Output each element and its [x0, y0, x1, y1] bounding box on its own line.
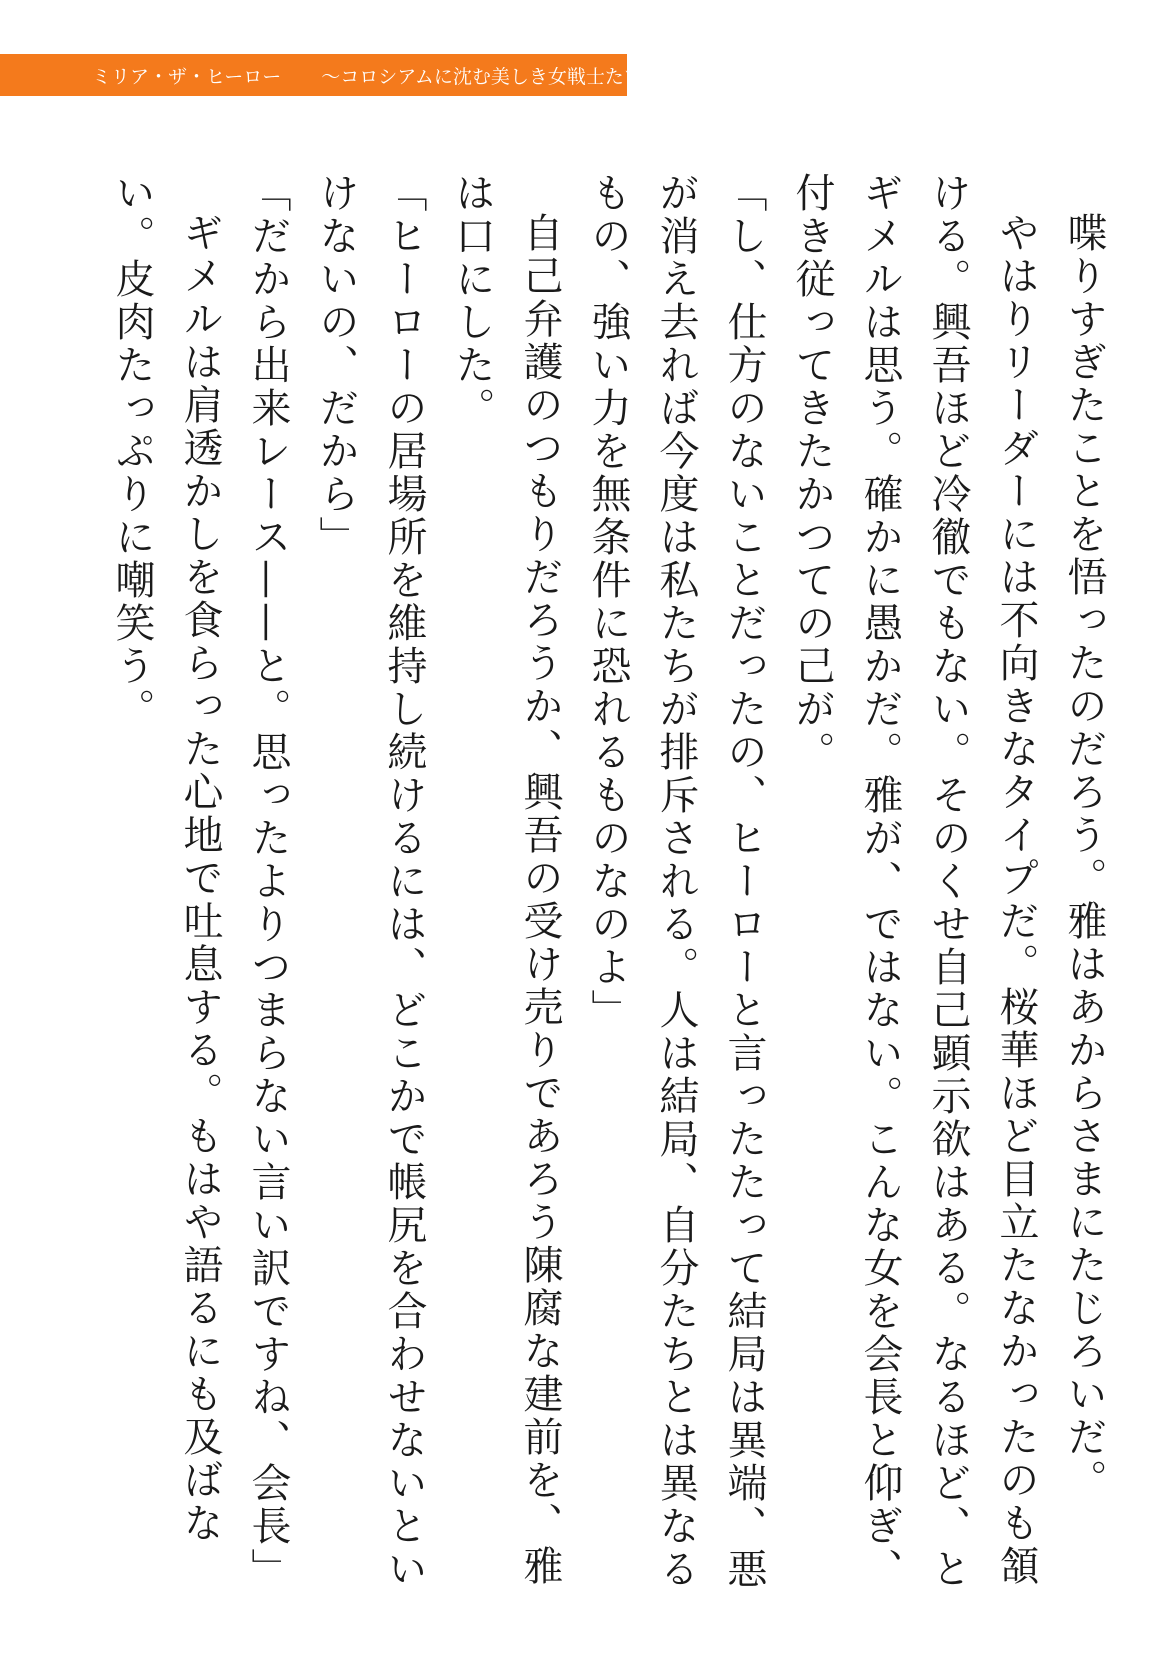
header-band [0, 54, 662, 96]
dialogue-paragraph: 「ヒーローの居場所を維持し続けるには、どこかで帳尻を合わせないといけないの、だから」 [313, 172, 427, 1591]
dialogue-paragraph: 「だから出来レース——と。思ったよりつまらない言い訳ですね、会長」 [245, 172, 291, 1591]
book-subtitle: 〜コロシアムに沈む美しき女戦士たち〜 [321, 65, 662, 88]
body-text [58, 172, 1118, 1612]
paragraph: 喋りすぎたことを悟ったのだろう。雅はあからさまにたじろいだ。 [1061, 212, 1107, 1502]
book-title: ミリア・ザ・ヒーロー [92, 65, 282, 88]
paragraph: やはりリーダーには不向きなタイプだ。桜華ほど目立たなかったのも頷ける。興吾ほど冷徹でもない。そのくせ自己顕示欲はある。なるほど、とギメルは思う。確かに愚かだ。雅が、ではない。こんな女を会長と仰ぎ、付き従ってきたかつての己が。 [789, 172, 1039, 1591]
dialogue-paragraph: 「し、仕方のないことだったの、ヒーローと言ったたって結局は異端、悪が消え去れば今度は私たちが排斥される。人は結局、自分たちとは異なるもの、強い力を無条件に恐れるものなのよ」 [585, 172, 767, 1591]
paragraph: ギメルは肩透かしを食らった心地で吐息する。もはや語るにも及ばない。皮肉たっぷりに嘲笑う。 [109, 172, 223, 1545]
paragraph: 自己弁護のつもりだろうか、興吾の受け売りであろう陳腐な建前を、雅は口にした。 [449, 172, 563, 1588]
